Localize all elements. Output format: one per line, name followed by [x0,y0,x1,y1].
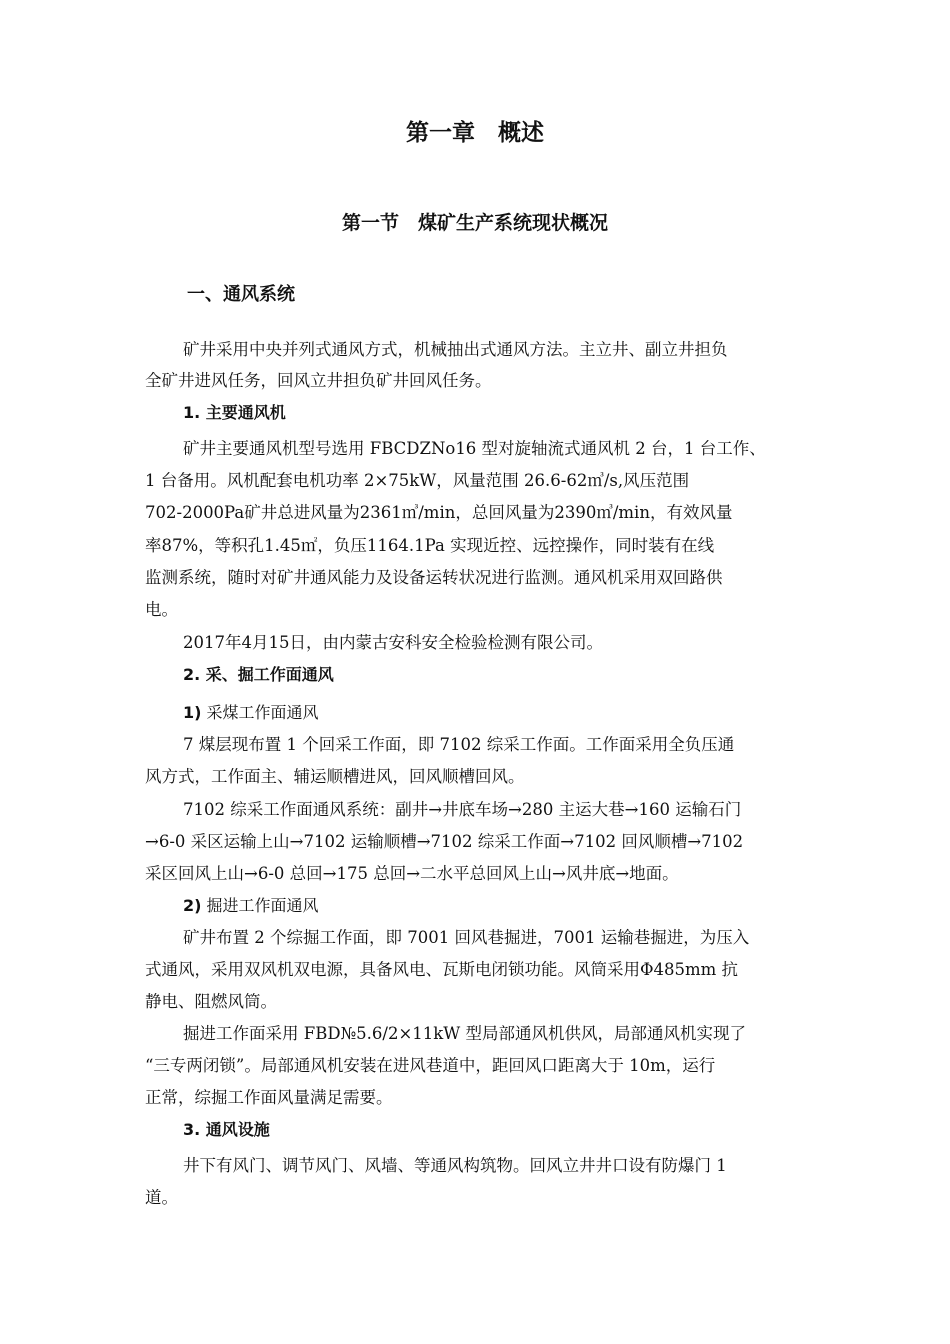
heading-mining-face [183,697,319,728]
paragraph-line: 道。 [145,1188,178,1207]
paragraph-line: 采区回风上山→6-0 总回→175 总回→二水平总回风上山→风井底→地面。 [145,864,679,883]
paragraph-line: 702-2000Pa矿井总进风量为2361㎥/min，总回风量为2390㎥/min，有效风量 [145,503,733,522]
heading-ventilation-system: 一、通风系统 [187,284,295,305]
paragraph-line: 全矿井进风任务，回风立井担负矿井回风任务。 [145,371,492,390]
paragraph-line: 7 煤层现布置 1 个回采工作面，即 7102 综采工作面。工作面采用全负压通 [183,735,735,754]
paragraph-line: 矿井主要通风机型号选用 FBCDZNo16 型对旋轴流式通风机 2 台，1 台工作、 [183,439,766,458]
paragraph-line: 正常，综掘工作面风量满足需要。 [145,1088,393,1107]
heading-ventilation-facilities: 3. 通风设施 [183,1120,270,1139]
heading-text: 采煤工作面通风 [201,703,319,722]
paragraph-line: 2017年4月15日，由内蒙古安科安全检验检测有限公司。 [183,633,603,652]
paragraph-line: 井下有风门、调节风门、风墙、等通风构筑物。回风立井井口设有防爆门 1 [183,1156,727,1175]
chapter-title: 第一章 概述 [406,120,544,146]
paragraph-line: 7102 综采工作面通风系统：副井→井底车场→280 主运大巷→160 运输石门 [183,800,742,819]
paragraph-line: “三专两闭锁”。局部通风机安装在进风巷道中，距回风口距离大于 10m，运行 [145,1056,716,1075]
paragraph-line: 1 台备用。风机配套电机功率 2×75kW，风量范围 26.6-62㎥/s,风压范围 [145,471,690,490]
paragraph-line: 电。 [145,600,178,619]
paragraph-line: 率87%，等积孔1.45㎡，负压1164.1Pa 实现近控、远控操作，同时装有在线 [145,536,715,555]
section-title: 第一节 煤矿生产系统现状概况 [341,212,608,234]
paragraph-line: 矿井采用中央并列式通风方式，机械抽出式通风方法。主立井、副立井担负 [183,340,728,359]
heading-text: 掘进工作面通风 [201,896,319,915]
heading-number: 1) [183,703,202,722]
heading-face-ventilation: 2. 采、掘工作面通风 [183,665,334,684]
heading-number: 2) [183,896,202,915]
paragraph-line: 掘进工作面采用 FBD№5.6/2×11kW 型局部通风机供风，局部通风机实现了 [183,1024,746,1043]
heading-tunneling-face [183,890,319,921]
paragraph-line: 监测系统，随时对矿井通风能力及设备运转状况进行监测。通风机采用双回路供 [145,568,723,587]
paragraph-line: 风方式，工作面主、辅运顺槽进风，回风顺槽回风。 [145,767,525,786]
paragraph-line: 矿井布置 2 个综掘工作面，即 7001 回风巷掘进，7001 运输巷掘进，为压入 [183,928,750,947]
paragraph-line: 静电、阻燃风筒。 [145,992,277,1011]
paragraph-line: →6-0 采区运输上山→7102 运输顺槽→7102 综采工作面→7102 回风顺槽→7102 [145,832,744,851]
heading-main-fan: 1. 主要通风机 [183,403,286,422]
paragraph-line: 式通风，采用双风机双电源，具备风电、瓦斯电闭锁功能。风筒采用Φ485mm 抗 [145,960,739,979]
